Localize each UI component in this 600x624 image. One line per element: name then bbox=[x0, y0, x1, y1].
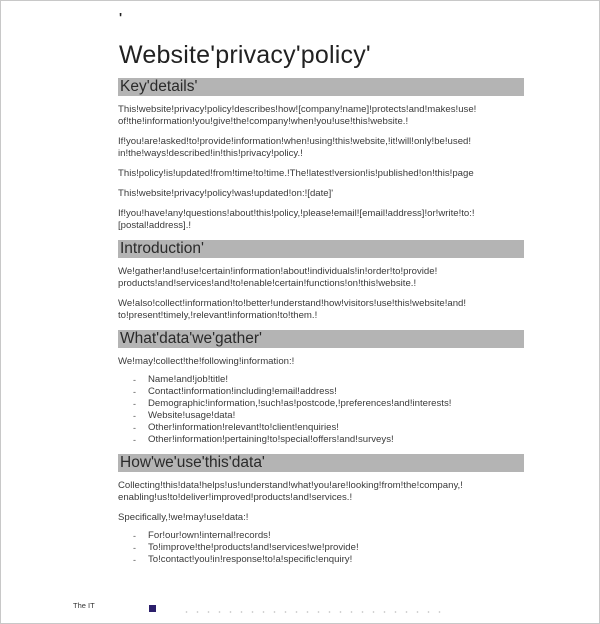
bullet-list bbox=[118, 374, 524, 446]
list-item: - To!contact!you!in!response!to!a!specific!enquiry! bbox=[118, 554, 524, 566]
page-title: Website'privacy'policy' bbox=[119, 41, 371, 69]
paragraph-intro: Specifically,!we!may!use!data:! bbox=[118, 512, 249, 523]
paragraph: We!gather!and!use!certain!information!about!individuals!in!order!to!provide! products!and!services!and!to!enable!certain!functions!on!this!website.! bbox=[118, 266, 438, 289]
section-heading: Introduction' bbox=[118, 240, 524, 258]
list-item: - Contact!information!including!email!address! bbox=[118, 386, 524, 398]
document-body bbox=[118, 78, 524, 574]
paragraph: We!also!collect!information!to!better!understand!how!visitors!use!this!website!and! to!present!timely,!relevant!information!to!them.! bbox=[118, 298, 467, 321]
bullet-list bbox=[118, 530, 524, 566]
stray-mark: ' bbox=[119, 10, 123, 25]
list-item: - For!our!own!internal!records! bbox=[118, 530, 524, 542]
section-what-data-we-gather bbox=[118, 330, 524, 446]
footer-text: The IT bbox=[73, 601, 95, 610]
footer-faded-text bbox=[181, 611, 441, 613]
section-introduction bbox=[118, 240, 524, 322]
list-item: - Name!and!job!title! bbox=[118, 374, 524, 386]
paragraph: Collecting!this!data!helps!us!understand!what!you!are!looking!from!the!company,! enabling!us!to!deliver!improved!products!and!services.! bbox=[118, 480, 463, 503]
paragraph: This!website!privacy!policy!describes!how![company!name]!protects!and!makes!use! of!the!information!you!give!the!company!when!you!use!this!website.! bbox=[118, 104, 477, 127]
paragraph-intro: We!may!collect!the!following!information:! bbox=[118, 356, 295, 367]
section-heading: Key'details' bbox=[118, 78, 524, 96]
footer-square-icon bbox=[149, 605, 156, 612]
section-how-we-use-this-data bbox=[118, 454, 524, 566]
list-item: - Other!information!relevant!to!client!enquiries! bbox=[118, 422, 524, 434]
paragraph: This!policy!is!updated!from!time!to!time.!The!latest!version!is!published!on!this!page bbox=[118, 168, 474, 179]
list-item: - Demographic!information,!such!as!postcode,!preferences!and!interests! bbox=[118, 398, 524, 410]
list-item: - To!improve!the!products!and!services!we!provide! bbox=[118, 542, 524, 554]
list-item: - Website!usage!data! bbox=[118, 410, 524, 422]
paragraph-updated-date: This!website!privacy!policy!was!updated!on:![date]' bbox=[118, 188, 334, 199]
list-item: - Other!information!pertaining!to!special!offers!and!surveys! bbox=[118, 434, 524, 446]
section-key-details bbox=[118, 78, 524, 232]
paragraph-contact: If!you!have!any!questions!about!this!policy,!please!email![email!address]!or!write!to:! [postal!address].! bbox=[118, 208, 475, 231]
section-heading: How'we'use'this'data' bbox=[118, 454, 524, 472]
paragraph: If!you!are!asked!to!provide!information!when!using!this!website,!it!will!only!be!used! in!the!ways!described!in!this!privacy!policy.! bbox=[118, 136, 472, 159]
section-heading: What'data'we'gather' bbox=[118, 330, 524, 348]
